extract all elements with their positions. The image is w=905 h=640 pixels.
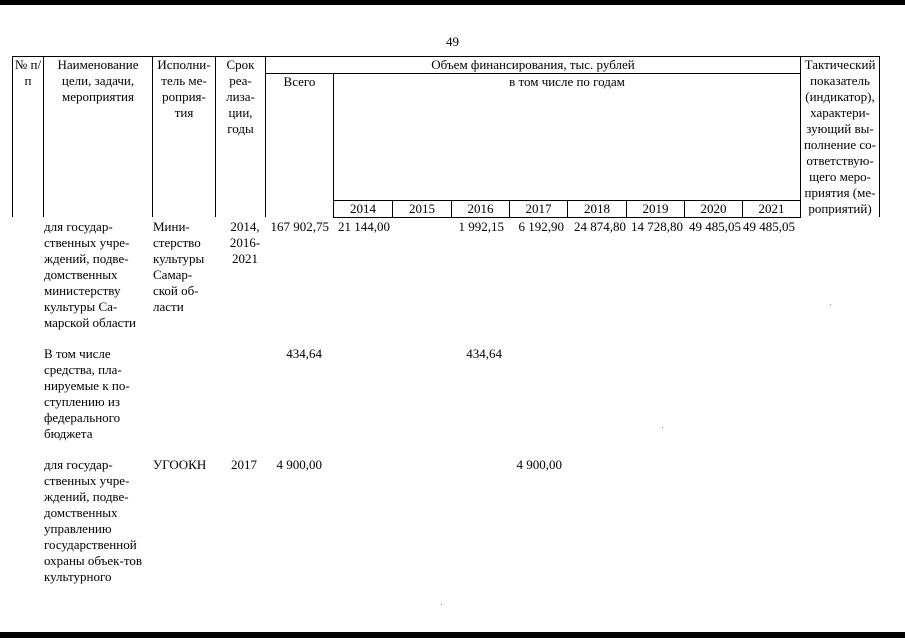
- row-2018: 24 874,80: [574, 219, 626, 234]
- scan-speck: [662, 427, 663, 428]
- header-indicator: Тактический показатель (индикатор), характери-зующий вы-полнение со-ответствую-щего меро-приятия (ме-роприятий): [801, 57, 880, 218]
- header-year-2021: 2021: [743, 200, 801, 217]
- row-2020: 49 485,05: [689, 219, 741, 234]
- row-2021: 49 485,05: [743, 219, 795, 234]
- row-2019: 14 728,80: [631, 219, 683, 234]
- row-2016: 1 992,15: [458, 219, 504, 234]
- header-year-2020: 2020: [685, 200, 743, 217]
- top-border: [0, 0, 905, 5]
- header-year-2017: 2017: [510, 200, 568, 217]
- header-term: Срок реа-лиза-ции, годы: [216, 57, 266, 218]
- row-executor: УГООКН: [153, 457, 207, 472]
- row-2017: 6 192,90: [518, 219, 564, 234]
- row-2017: 4 900,00: [516, 457, 562, 472]
- row-2014: 21 144,00: [338, 219, 390, 234]
- page-number: 49: [446, 34, 459, 49]
- row-term: 2014, 2016-2021: [229, 219, 261, 266]
- row-total: 167 902,75: [270, 219, 329, 234]
- bottom-border: [0, 632, 905, 638]
- table-row: [0, 219, 905, 339]
- header-num: № п/п: [13, 57, 44, 218]
- scan-speck: [830, 304, 831, 305]
- header-year-2016: 2016: [452, 200, 510, 217]
- row-2016: 434,64: [466, 346, 502, 361]
- table-row: [0, 457, 905, 597]
- row-name: В том числе средства, пла-нируемые к по-ступлению из федерального бюджета: [44, 346, 130, 441]
- header-financing: Объем финансирования, тыс. рублей: [266, 57, 801, 74]
- header-total: Всего: [266, 74, 334, 218]
- row-total: 4 900,00: [276, 457, 322, 472]
- header-year-2015: 2015: [393, 200, 452, 217]
- header-executor: Исполни-тель ме-роприя-тия: [153, 57, 216, 218]
- header-name: Наименование цели, задачи, мероприятия: [44, 57, 153, 218]
- header-by-years: в том числе по годам: [334, 74, 801, 201]
- row-executor: Мини-стерство культуры Самар-ской об-ласти: [153, 219, 205, 314]
- row-term: 2017: [231, 457, 257, 472]
- header-year-2019: 2019: [627, 200, 685, 217]
- row-name: для государ-ственных учре-ждений, подве-домственных министерству культуры Са-марской области: [44, 219, 136, 330]
- header-year-2014: 2014: [334, 200, 393, 217]
- table-header: [12, 56, 880, 218]
- scan-speck: [441, 604, 442, 605]
- row-total: 434,64: [286, 346, 322, 361]
- header-year-2018: 2018: [568, 200, 627, 217]
- table-row: [0, 346, 905, 446]
- row-name: для государ-ственных учре-ждений, подве-домственных управлению государственной охраны объек-тов культурного: [44, 457, 142, 584]
